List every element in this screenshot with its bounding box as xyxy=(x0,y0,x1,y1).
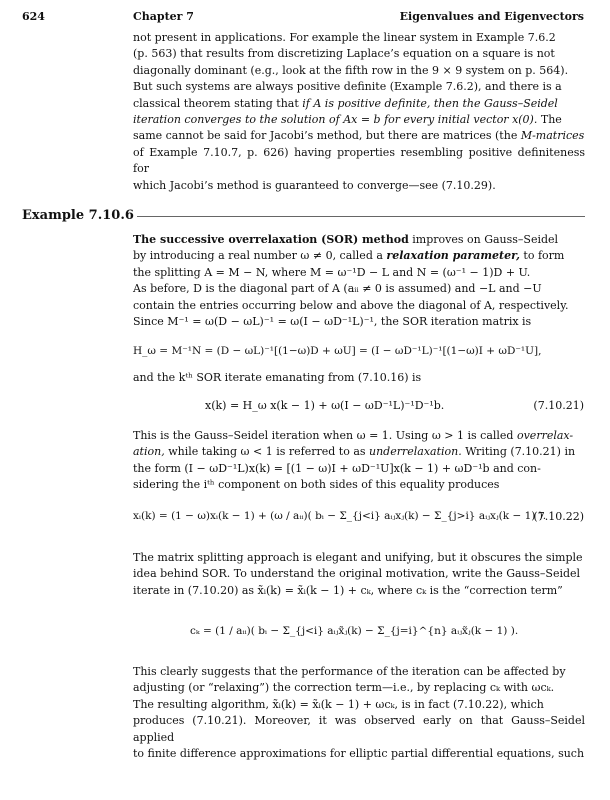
equation-sor-iterate: x(k) = H_ω x(k − 1) + ω(I − ωD⁻¹L)⁻¹D⁻¹b. xyxy=(205,399,445,412)
equation-number: (7.10.22) xyxy=(533,510,584,523)
chapter-title: Eigenvalues and Eigenvectors xyxy=(399,10,584,23)
text-line: This clearly suggests that the performance of the iteration can be affected by xyxy=(133,665,566,678)
text-line: The matrix splitting approach is elegant and unifying, but it obscures the simple xyxy=(133,551,583,564)
text-line: same cannot be said for Jacobi’s method, but there are matrices (the M-matrices xyxy=(133,129,585,143)
text-line: to finite difference approximations for elliptic partial differential equations, such xyxy=(133,747,585,761)
text-line: adjusting (or “relaxing”) the correction term—i.e., by replacing cₖ with ωcₖ. xyxy=(133,681,555,695)
text-line: (p. 563) that results from discretizing Laplace’s equation on a square is not xyxy=(133,47,555,61)
text-line: The successive overrelaxation (SOR) method improves on Gauss–Seidel xyxy=(133,233,559,246)
text-line: not present in applications. For example the linear system in Example 7.6.2 xyxy=(133,31,556,44)
text-line: ation, while taking ω < 1 is referred to as underrelaxation. Writing (7.10.21) in xyxy=(133,445,576,459)
text-line: the form (I − ωD⁻¹L)x(k) = [(1 − ω)I + ωD⁻¹U]x(k − 1) + ωD⁻¹b and con- xyxy=(133,461,541,475)
sor-paragraph xyxy=(133,232,585,330)
text-line: diagonally dominant (e.g., look at the fifth row in the 9 × 9 system on p. 564). xyxy=(133,63,569,77)
example-heading: Example 7.10.6 xyxy=(22,208,134,223)
equation-componentwise-sor: xᵢ(k) = (1 − ω)xᵢ(k − 1) + (ω / aᵢᵢ)( bᵢ − Σ_{j<i} aᵢⱼxⱼ(k) − Σ_{j>i} aᵢⱼxⱼ(k − 1) ). xyxy=(133,510,547,522)
splitting-paragraph xyxy=(133,550,585,599)
text-line: iterate in (7.10.20) as x̃ᵢ(k) = x̃ᵢ(k − 1) + cₖ, where cₖ is the “correction term” xyxy=(133,583,563,597)
text-line: classical theorem stating that if A is positive definite, then the Gauss–Seidel xyxy=(133,96,558,110)
equation-correction-term: cₖ = (1 / aᵢᵢ)( bᵢ − Σ_{j<i} aᵢⱼx̃ⱼ(k) − Σ_{j=i}^{n} aᵢⱼx̃ⱼ(k − 1) ). xyxy=(190,625,519,637)
text-line: the splitting A = M − N, where M = ω⁻¹D − L and N = (ω⁻¹ − 1)D + U. xyxy=(133,265,531,279)
text-line: of Example 7.10.7, p. 626) having properties resembling positive definiteness for xyxy=(133,145,585,176)
page-number: 624 xyxy=(22,10,45,23)
text-line: contain the entries occurring below and above the diagonal of A, respectively. xyxy=(133,298,569,312)
text-line: Since M⁻¹ = ω(D − ωL)⁻¹ = ω(I − ωD⁻¹L)⁻¹, the SOR iteration matrix is xyxy=(133,315,532,329)
text-line: idea behind SOR. To understand the original motivation, write the Gauss–Seidel xyxy=(133,567,581,581)
text-line: The resulting algorithm, x̃ᵢ(k) = x̃ᵢ(k − 1) + ωcₖ, is in fact (7.10.22), which xyxy=(133,697,544,711)
text-line: This is the Gauss–Seidel iteration when ω = 1. Using ω > 1 is called overrelax- xyxy=(133,429,574,442)
chapter-label: Chapter 7 xyxy=(133,10,194,23)
text-line: by introducing a real number ω ≠ 0, called a relaxation parameter, to form xyxy=(133,249,565,263)
text-line: iteration converges to the solution of Ax = b for every initial vector x(0). The xyxy=(133,113,562,127)
final-paragraph xyxy=(133,664,585,762)
gauss-seidel-paragraph xyxy=(133,428,585,494)
kth-line: and the kᵗʰ SOR iterate emanating from (7.10.16) is xyxy=(133,371,422,384)
text-line: As before, D is the diagonal part of A (aᵢᵢ ≠ 0 is assumed) and −L and −U xyxy=(133,282,542,296)
equation-number: (7.10.21) xyxy=(533,399,584,412)
intro-paragraph xyxy=(133,30,585,194)
text-line: sidering the iᵗʰ component on both sides of this equality produces xyxy=(133,478,500,492)
example-divider xyxy=(137,216,585,217)
text-line: produces (7.10.21). Moreover, it was observed early on that Gauss–Seidel applied xyxy=(133,714,585,744)
equation-iteration-matrix: H_ω = M⁻¹N = (D − ωL)⁻¹[(1−ω)D + ωU] = (I − ωD⁻¹L)⁻¹[(1−ω)I + ωD⁻¹U], xyxy=(133,345,542,357)
text-line: which Jacobi’s method is guaranteed to converge—see (7.10.29). xyxy=(133,178,496,192)
text-line: But such systems are always positive definite (Example 7.6.2), and there is a xyxy=(133,80,562,94)
